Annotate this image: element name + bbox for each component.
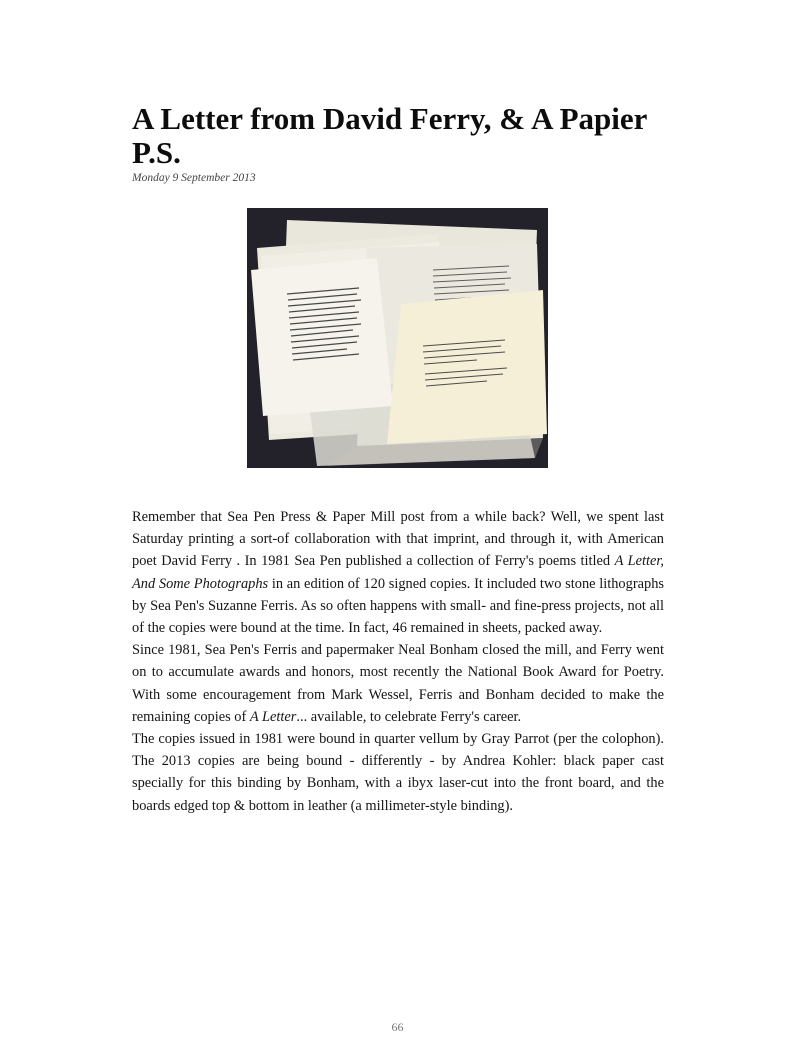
paragraph-2-text-a: Since 1981, Sea Pen's Ferris and papermaker Neal Bonham closed the mill, and Ferry went on to accumulate awards and honors, most recently the National Book Award for Poetry. With some encouragement from Mark Wessel, Ferris and Bonham decided to make the remaining copies of	[132, 642, 664, 725]
paragraph-3-text: The copies issued in 1981 were bound in quarter vellum by Gray Parrot (per the colophon). The 2013 copies are being bound - differently - by Andrea Kohler: black paper cast specially for this binding by Bonham, with a ibyx laser-cut into the front board, and the boards edged top & bottom in leather (a millimeter-style binding).	[132, 731, 664, 814]
page-number: 66	[391, 1020, 404, 1034]
book-title-short: A Letter	[249, 708, 297, 725]
paragraph-2-text-b: ... available, to celebrate Ferry's career.	[296, 708, 522, 725]
article-body	[132, 506, 664, 817]
paragraph-1	[132, 506, 664, 639]
book-title: A Letter, And Some Photographs	[132, 553, 664, 592]
paragraph-2	[132, 639, 664, 728]
paragraph-3	[132, 728, 664, 817]
post-date: Monday 9 September 2013	[132, 172, 256, 184]
paragraph-1-text-a: Remember that Sea Pen Press & Paper Mill post from a while back? Well, we spent last Saturday printing a sort-of collaboration with that imprint, and through it, with American poet David Ferry . In 1981 Sea Pen published a collection of Ferry's poems titled	[132, 509, 664, 570]
photo-handmade-paper-sheets	[247, 208, 548, 468]
page-title: A Letter from David Ferry, & A Papier P.S.	[132, 101, 647, 170]
paragraph-1-text-b: in an edition of 120 signed copies. It included two stone lithographs by Sea Pen's Suzanne Ferris. As so often happens with small- and fine-press projects, not all of the copies were bound at the time. In fact, 46 remained in sheets, packed away.	[132, 575, 664, 637]
